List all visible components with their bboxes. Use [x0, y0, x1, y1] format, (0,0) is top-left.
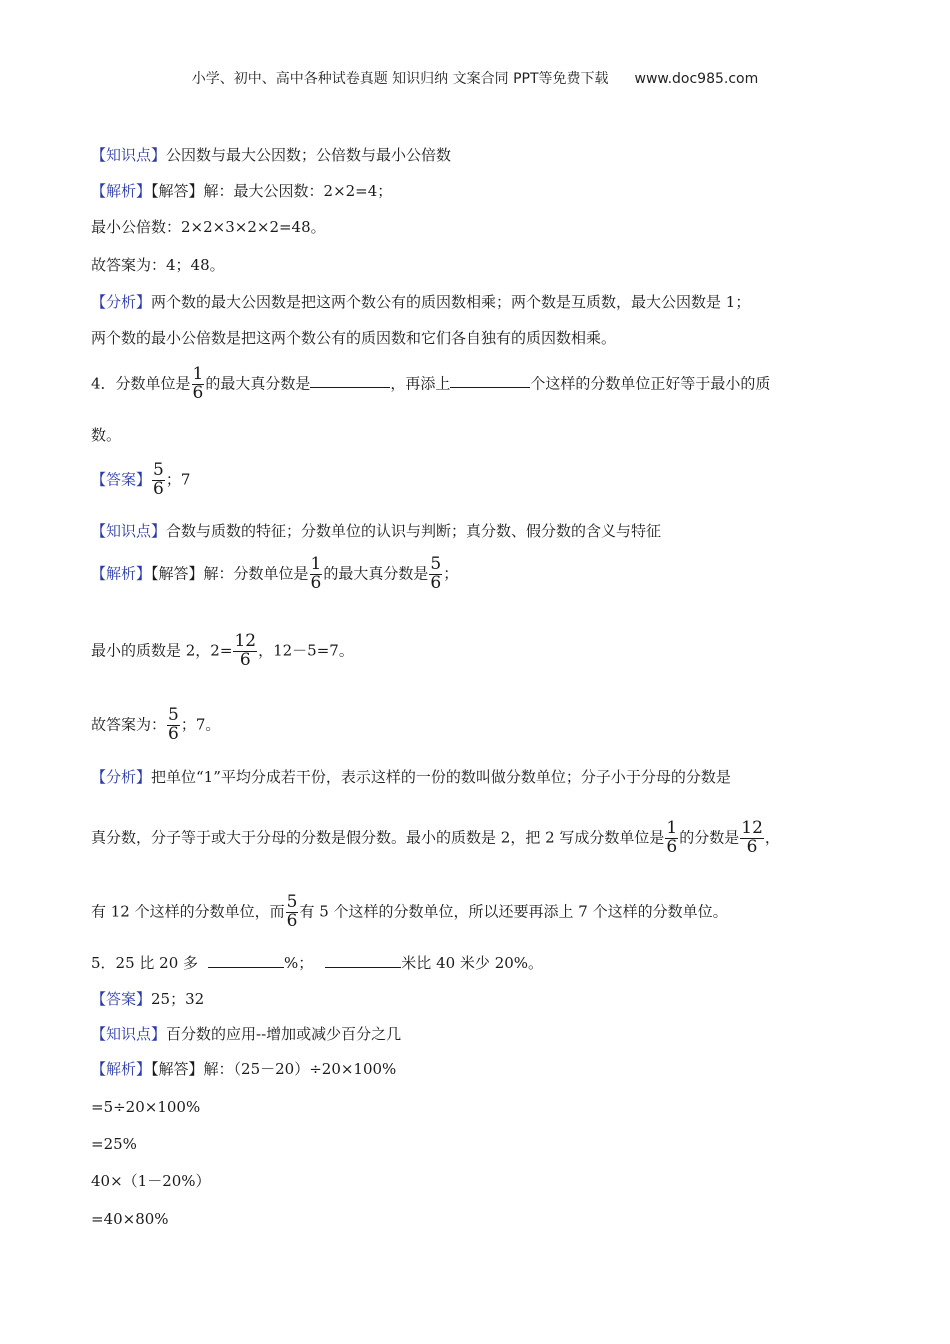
frac-num: 1	[666, 818, 678, 838]
answer-blank-4[interactable]	[325, 966, 401, 968]
q3-reasoning-line1: 两个数的最大公因数是把这两个数公有的质因数相乘；两个数是互质数，最大公因数是 1；	[151, 293, 751, 311]
q4-analysis-a: 解：分数单位是	[203, 564, 309, 583]
q3-knowledge-text: 公因数与最大公因数；公倍数与最小公倍数	[166, 146, 452, 164]
q5-knowledge	[91, 1025, 401, 1043]
tag-knowledge: 【知识点】	[91, 522, 167, 540]
q4-stem-part4: 个这样的分数单位正好等于最小的质	[530, 374, 771, 393]
q3-answer-line: 故答案为：4；48。	[91, 256, 225, 274]
q4-reasoning-line3	[91, 894, 728, 931]
q4-analysis-2b: ，12－5=7。	[258, 641, 354, 660]
q3-analysis	[91, 182, 392, 200]
q4-analysis-c: ；	[443, 564, 459, 583]
frac-den: 6	[153, 478, 164, 499]
frac-den: 6	[746, 836, 758, 857]
frac-num: 5	[430, 554, 442, 574]
q4-reasoning-line1: 把单位“1”平均分成若干份，表示这样的一份的数叫做分数单位；分子小于分母的分数是	[151, 768, 731, 786]
q4-reasoning	[91, 768, 731, 786]
q4-analysis-3a: 故答案为：	[91, 715, 167, 734]
frac-num: 1	[310, 554, 322, 574]
q5-analysis-line4: 40×（1－20%）	[91, 1172, 211, 1190]
q4-stem	[91, 366, 770, 403]
frac-den: 6	[666, 836, 678, 857]
q4-answer-tail: ；7	[165, 470, 191, 489]
tag-reasoning: 【分析】	[91, 293, 152, 311]
q5-answer-text: 25；32	[151, 990, 205, 1008]
q3-reasoning	[91, 293, 750, 311]
fraction-5-6	[167, 707, 180, 744]
fraction-1-6	[310, 556, 323, 593]
q5-analysis-line2: =5÷20×100%	[91, 1098, 201, 1116]
q4-reasoning-line2	[91, 820, 780, 857]
tag-solution: 【解答】	[151, 564, 204, 583]
frac-den: 6	[430, 572, 442, 593]
q5-stem-part1: 5．25 比 20 多	[91, 954, 199, 972]
fraction-5-6	[152, 462, 165, 499]
fraction-12-6	[740, 820, 764, 857]
q4-stem-part1: 4．分数单位是	[91, 374, 191, 393]
frac-den: 6	[286, 910, 298, 931]
q5-analysis	[91, 1060, 396, 1078]
fraction-1-6	[192, 366, 205, 403]
header-site: www.doc985.com	[634, 71, 759, 87]
tag-analysis: 【解析】	[91, 564, 152, 583]
fraction-5-6	[286, 894, 299, 931]
q3-knowledge	[91, 146, 451, 164]
frac-num: 5	[168, 705, 179, 725]
q4-answer	[91, 462, 190, 499]
q4-analysis-3b: ；7。	[180, 715, 221, 734]
q5-analysis-line5: =40×80%	[91, 1210, 169, 1228]
q5-answer	[91, 990, 204, 1008]
tag-analysis: 【解析】	[91, 182, 152, 200]
frac-den: 6	[168, 723, 179, 744]
frac-num: 5	[153, 460, 164, 480]
frac-num: 12	[741, 818, 763, 838]
q4-knowledge	[91, 522, 661, 540]
page-header	[0, 68, 950, 88]
q4-reasoning-2c: ，	[764, 828, 780, 847]
q4-analysis-b: 的最大真分数是	[323, 564, 429, 583]
tag-reasoning: 【分析】	[91, 768, 152, 786]
q5-knowledge-text: 百分数的应用--增加或减少百分之几	[166, 1025, 402, 1043]
q4-reasoning-3b: 有 5 个这样的分数单位，所以还要再添上 7 个这样的分数单位。	[299, 902, 728, 921]
q4-stem-end: 数。	[91, 426, 122, 444]
q5-stem	[91, 954, 543, 972]
q3-analysis-line1: 解：最大公因数：2×2=4；	[203, 182, 393, 200]
q4-analysis	[91, 556, 458, 593]
q5-stem-part3: 米比 40 米少 20%。	[401, 954, 544, 972]
answer-blank-3[interactable]	[208, 966, 284, 968]
tag-answer: 【答案】	[91, 990, 152, 1008]
tag-solution: 【解答】	[151, 182, 204, 200]
frac-den: 6	[310, 572, 322, 593]
fraction-12-6	[233, 633, 257, 670]
fraction-1-6	[665, 820, 678, 857]
q4-analysis-line3	[91, 707, 220, 744]
q4-analysis-line2	[91, 633, 354, 670]
tag-analysis: 【解析】	[91, 1060, 152, 1078]
answer-blank-2[interactable]	[450, 386, 530, 388]
q4-analysis-2a: 最小的质数是 2，2=	[91, 641, 233, 660]
frac-num: 5	[286, 892, 298, 912]
q5-stem-part2: %；	[284, 954, 314, 972]
tag-knowledge: 【知识点】	[91, 1025, 167, 1043]
q4-stem-part2: 的最大真分数是	[205, 374, 311, 393]
tag-knowledge: 【知识点】	[91, 146, 167, 164]
frac-num: 12	[234, 631, 257, 651]
frac-den: 6	[239, 649, 251, 670]
q4-knowledge-text: 合数与质数的特征；分数单位的认识与判断；真分数、假分数的含义与特征	[166, 522, 662, 540]
tag-solution: 【解答】	[151, 1060, 204, 1078]
fraction-5-6	[429, 556, 442, 593]
q5-analysis-line3: =25%	[91, 1135, 137, 1153]
q4-reasoning-2b: 的分数是	[679, 828, 740, 847]
frac-num: 1	[192, 364, 204, 384]
answer-blank-1[interactable]	[310, 386, 390, 388]
q3-analysis-line2: 最小公倍数：2×2×3×2×2=48。	[91, 218, 326, 236]
q5-analysis-line1: 解：（25－20）÷20×100%	[203, 1060, 397, 1078]
q4-reasoning-3a: 有 12 个这样的分数单位，而	[91, 902, 285, 921]
q3-reasoning-line2: 两个数的最小公倍数是把这两个数公有的质因数和它们各自独有的质因数相乘。	[91, 329, 617, 347]
q4-reasoning-2a: 真分数，分子等于或大于分母的分数是假分数。最小的质数是 2，把 2 写成分数单位是	[91, 828, 665, 847]
frac-den: 6	[192, 382, 204, 403]
header-text: 小学、初中、高中各种试卷真题 知识归纳 文案合同 PPT等免费下载	[191, 71, 609, 87]
tag-answer: 【答案】	[91, 470, 152, 489]
q4-stem-part3: ，再添上	[390, 374, 451, 393]
